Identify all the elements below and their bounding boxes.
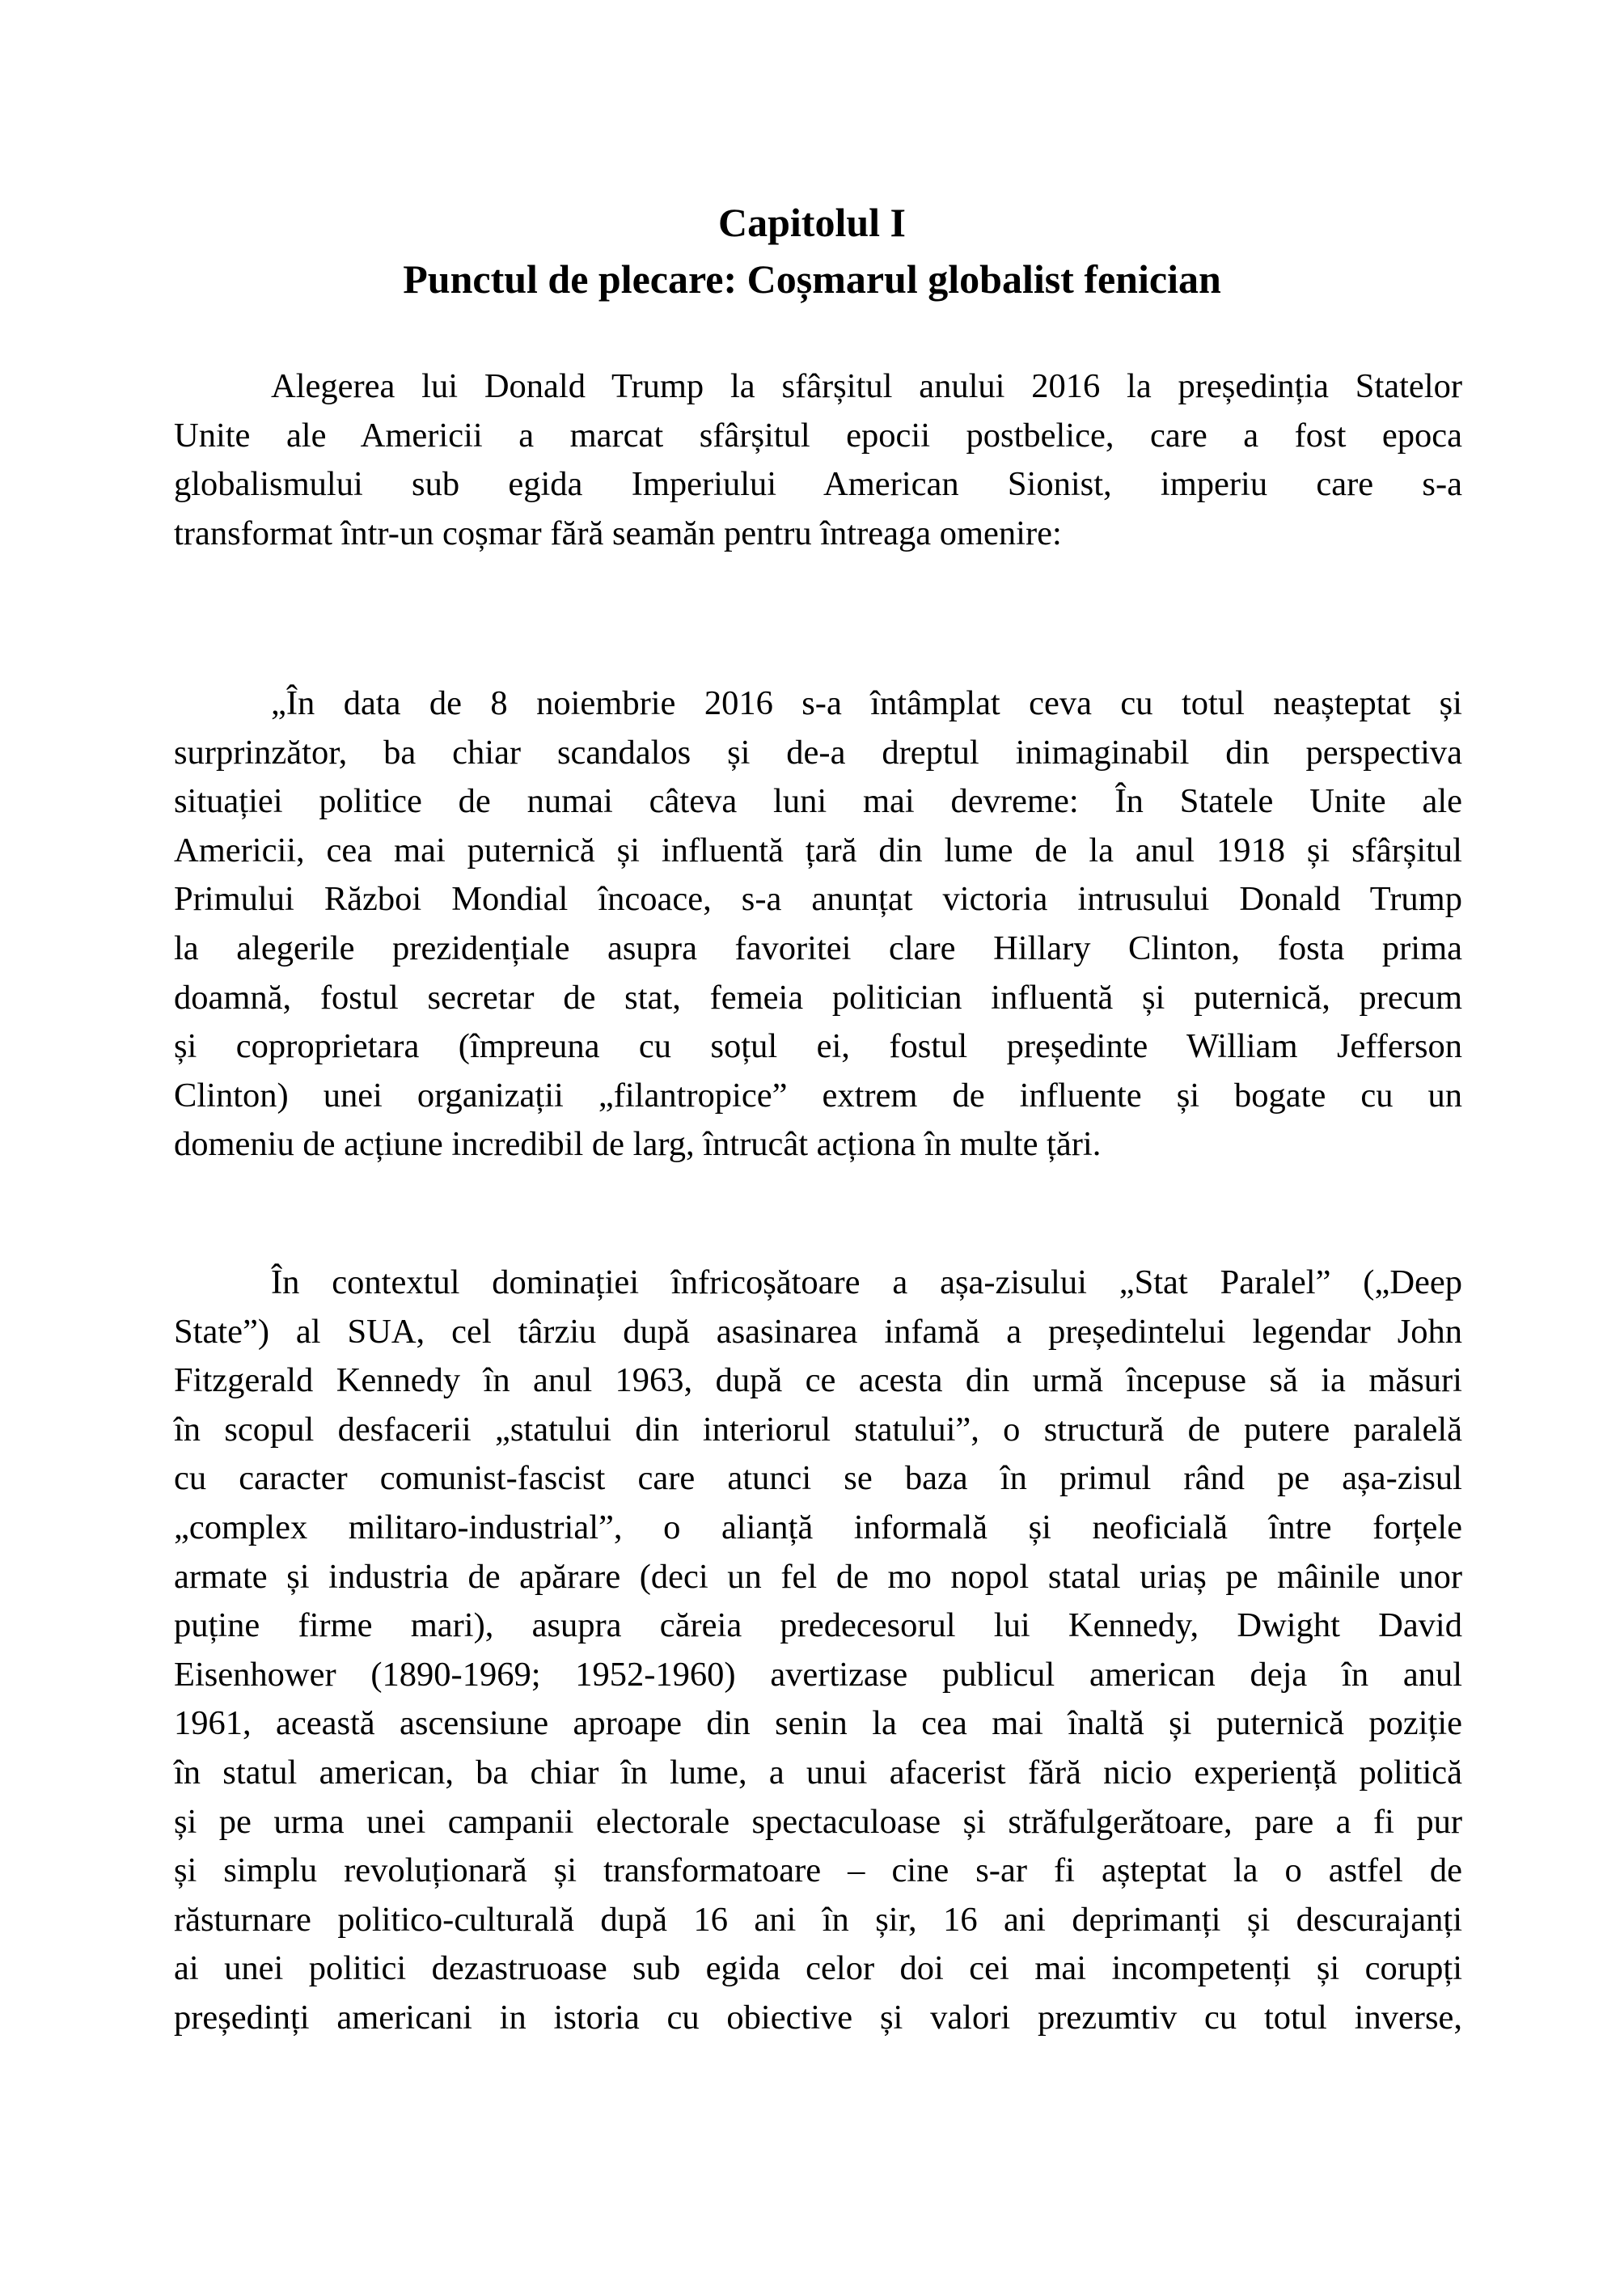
text-line: și coproprietara (împreuna cu soțul ei, fostul președinte William Jefferson: [174, 1027, 1462, 1066]
text-line: în scopul desfacerii „statului din interiorul statului”, o structură de putere paralelă: [174, 1410, 1462, 1449]
text-line: și simplu revoluționară și transformatoare – cine s-ar fi așteptat la o astfel de: [174, 1851, 1462, 1890]
text-line: în statul american, ba chiar în lume, a unui afacerist fără nicio experiență politică: [174, 1753, 1462, 1792]
chapter-subtitle: Punctul de plecare: Coșmarul globalist fenician: [403, 256, 1221, 302]
text-line: domeniu de acțiune incredibil de larg, întrucât acționa în multe țări.: [174, 1125, 1102, 1164]
text-line: Clinton) unei organizații „filantropice” extrem de influente și bogate cu un: [174, 1076, 1462, 1115]
text-line: În contextul dominației înfricoșătoare a așa-zisului „Stat Paralel” („Deep: [271, 1263, 1462, 1301]
text-line: Alegerea lui Donald Trump la sfârșitul anului 2016 la președinția Statelor: [271, 367, 1462, 405]
text-line: președinți americani in istoria cu obiective și valori prezumtiv cu totul inverse,: [174, 1998, 1462, 2037]
text-line: surprinzător, ba chiar scandalos și de-a dreptul inimaginabil din perspectiva: [174, 733, 1462, 772]
paragraph-context: [174, 1259, 1462, 2043]
text-line: situației politice de numai câteva luni mai devreme: În Statele Unite ale: [174, 782, 1462, 821]
text-line: și pe urma unei campanii electorale spectaculoase și străfulgerătoare, pare a fi pur: [174, 1802, 1462, 1841]
text-line: Eisenhower (1890-1969; 1952-1960) avertizase publicul american deja în anul: [174, 1655, 1462, 1694]
text-line: Americii, cea mai puternică și influentă țară din lume de la anul 1918 și sfârșitul: [174, 831, 1462, 869]
text-line: cu caracter comunist-fascist care atunci se baza în primul rând pe așa-zisul: [174, 1459, 1462, 1498]
paragraph-intro: [174, 362, 1462, 558]
text-line: puține firme mari), asupra căreia predecesorul lui Kennedy, Dwight David: [174, 1606, 1462, 1645]
text-line: globalismului sub egida Imperiului American Sionist, imperiu care s-a: [174, 465, 1462, 504]
text-line: transformat într-un coșmar fără seamăn pentru întreaga omenire:: [174, 514, 1062, 552]
text-line: răsturnare politico-culturală după 16 ani în șir, 16 ani deprimanți și descurajanți: [174, 1900, 1462, 1939]
text-line: armate și industria de apărare (deci un fel de mo nopol statal uriaș pe mâinile unor: [174, 1557, 1462, 1596]
text-line: „În data de 8 noiembrie 2016 s-a întâmplat ceva cu totul neașteptat și: [271, 684, 1462, 722]
text-line: Primului Război Mondial încoace, s-a anunțat victoria intrusului Donald Trump: [174, 880, 1462, 919]
text-line: 1961, această ascensiune aproape din senin la cea mai înaltă și puternică poziție: [174, 1704, 1462, 1743]
text-line: State”) al SUA, cel târziu după asasinarea infamă a președintelui legendar John: [174, 1312, 1462, 1351]
text-line: ai unei politici dezastruoase sub egida celor doi cei mai incompetenți și corupți: [174, 1949, 1462, 1988]
text-line: Fitzgerald Kennedy în anul 1963, după ce acesta din urmă începuse să ia măsuri: [174, 1361, 1462, 1400]
text-line: la alegerile prezidențiale asupra favoritei clare Hillary Clinton, fosta prima: [174, 929, 1462, 967]
paragraph-quote: [174, 679, 1462, 1170]
text-line: doamnă, fostul secretar de stat, femeia politician influentă și puternică, precum: [174, 978, 1462, 1017]
text-line: Unite ale Americii a marcat sfârșitul epocii postbelice, care a fost epoca: [174, 416, 1462, 455]
text-line: „complex militaro-industrial”, o alianță informală și neoficială între forțele: [174, 1508, 1462, 1546]
chapter-title: Capitolul I: [717, 200, 906, 245]
